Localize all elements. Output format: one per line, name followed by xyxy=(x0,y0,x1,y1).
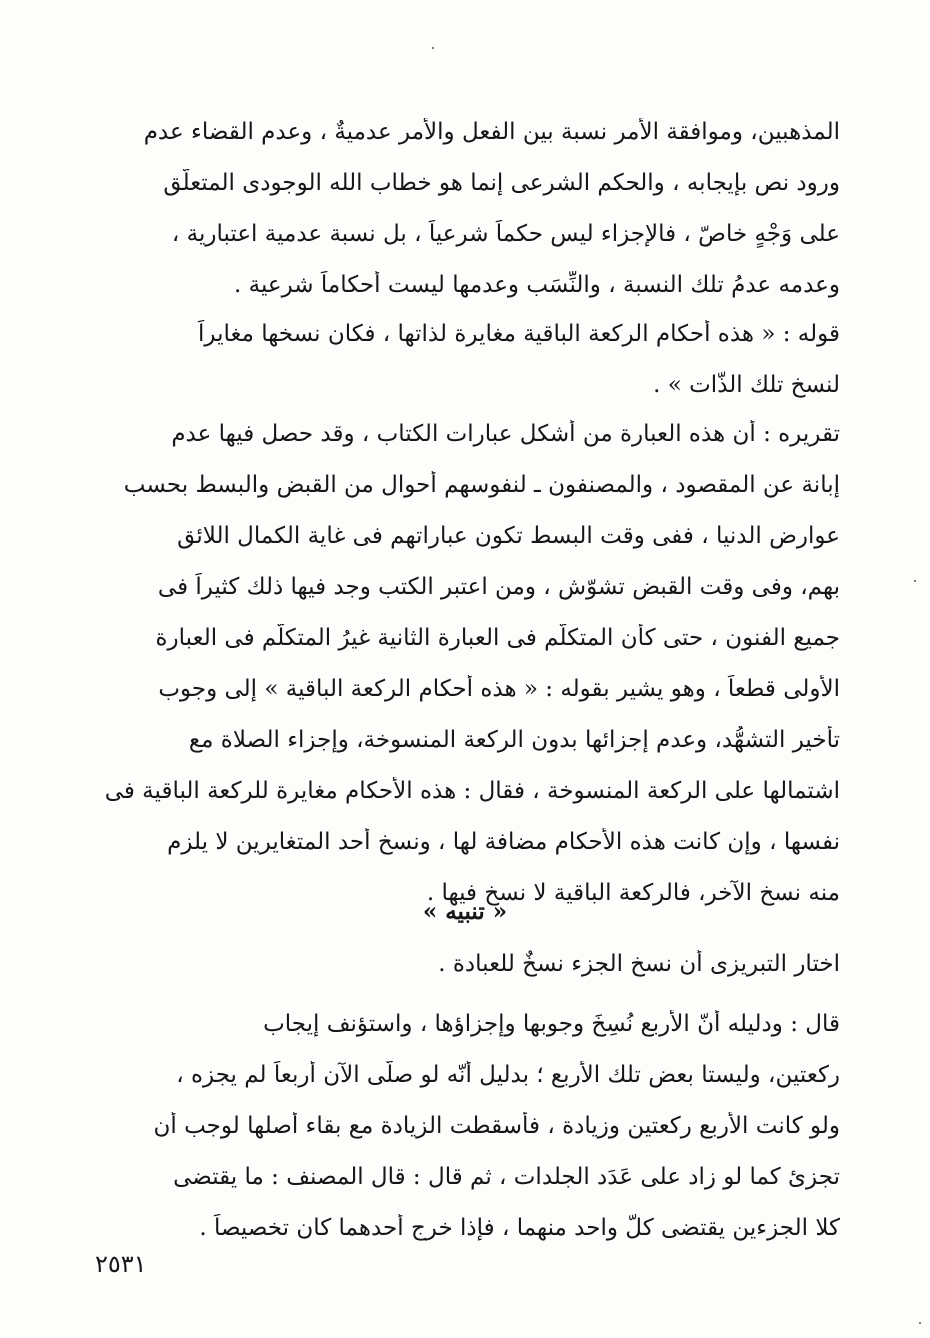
text-line: نفسها ، وإن كانت هذه الأحكام مضافة لها ، ونسخ أحد المتغايرين لا يلزم xyxy=(167,829,840,855)
scan-speck xyxy=(919,1322,921,1324)
paragraph-3 xyxy=(105,420,840,930)
text-line: اشتمالها على الركعة المنسوخة ، فقال : هذه الأحكام مغايرة للركعة الباقية فى xyxy=(105,778,840,804)
paragraph-1 xyxy=(105,118,840,322)
text-line: بهم، وفى وقت القبض تشوّش ، ومن اعتبر الكتب وجد فيها ذلك كثيراً فى xyxy=(157,574,840,600)
text-line: ولو كانت الأربع ركعتين وزيادة ، فأسقطت الزيادة مع بقاء أصلها لوجب أن xyxy=(153,1113,840,1139)
text-line: إبانة عن المقصود ، والمصنفون ـ لنفوسهم أحوال من القبض والبسط بحسب xyxy=(123,472,840,498)
text-line: لنسخ تلك الذّات » . xyxy=(653,372,840,398)
text-line: المذهبين، وموافقة الأمر نسبة بين الفعل والأمر عدميةٌ ، وعدم القضاء عدم xyxy=(143,119,840,145)
text-line: تقريره : أن هذه العبارة من أشكل عبارات الكتاب ، وقد حصل فيها عدم xyxy=(171,421,840,447)
paragraph-4 xyxy=(105,950,840,1001)
paragraph-5 xyxy=(105,1010,840,1265)
text-line: على وَجْهٍ خاصّ ، فالإجزاء ليس حكماً شرعياً ، بل نسبة عدمية اعتبارية ، xyxy=(171,221,840,247)
scan-speck xyxy=(914,580,916,582)
text-line: عوارض الدنيا ، ففى وقت البسط تكون عباراتهم فى غاية الكمال اللائق xyxy=(177,523,840,549)
text-line: الأولى قطعاً ، وهو يشير بقوله : « هذه أحكام الركعة الباقية » إلى وجوب xyxy=(158,676,840,702)
paragraph-2 xyxy=(105,320,840,422)
text-line: كلا الجزءين يقتضى كلَّ واحد منهما ، فإذا خرج أحدهما كان تخصيصاً . xyxy=(199,1215,840,1241)
text-line: اختار التبريزى أن نسخ الجزء نسخٌ للعبادة . xyxy=(438,951,840,977)
text-line: ورود نص بإيجابه ، والحكم الشرعى إنما هو خطاب الله الوجودى المتعلّق xyxy=(163,170,840,196)
text-line: قوله : « هذه أحكام الركعة الباقية مغايرة لذاتها ، فكان نسخها مغايراً xyxy=(197,321,840,347)
scan-speck xyxy=(432,47,434,49)
text-line: تأخير التشهُّد، وعدم إجزائها بدون الركعة المنسوخة، وإجزاء الصلاة مع xyxy=(188,727,840,753)
text-line: منه نسخ الآخر، فالركعة الباقية لا نسخ فيها . xyxy=(426,880,840,906)
text-line: تجزئ كما لو زاد على عَدَد الجلدات ، ثم قال : قال المصنف : ما يقتضى xyxy=(173,1164,840,1190)
text-line: وعدمه عدمُ تلك النسبة ، والنِّسَب وعدمها ليست أحكاماً شرعية . xyxy=(234,272,840,298)
text-line: ركعتين، وليستا بعض تلك الأربع ؛ بدليل أنّه لو صلّى الآن أربعاً لم يجزه ، xyxy=(176,1062,840,1088)
section-heading: « تنبيه » xyxy=(422,898,508,925)
text-line: جميع الفنون ، حتى كأن المتكلّم فى العبارة الثانية غيرُ المتكلّم فى العبارة xyxy=(155,625,840,651)
text-line: قال : ودليله أنّ الأربع نُسِخَ وجوبها وإجزاؤها ، واستؤنف إيجاب xyxy=(263,1011,840,1037)
page-number: ٢٥٣١ xyxy=(95,1250,147,1278)
